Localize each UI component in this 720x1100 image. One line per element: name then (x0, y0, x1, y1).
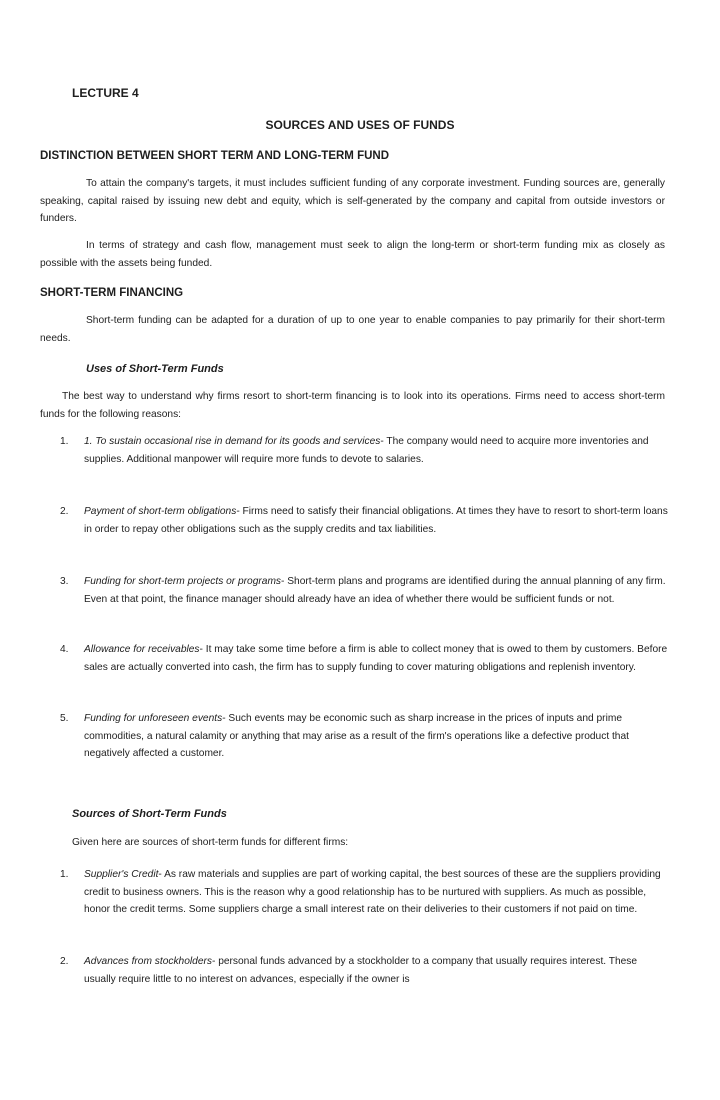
list-item-text: - personal funds advanced by a stockholder to a company that usually requires interest. These usually require little to no interest on advances, especially if the owner is (84, 956, 638, 985)
paragraph-distinction-2: In terms of strategy and cash flow, management must seek to align the long-term or short-term funding mix as closely as possible with the assets being funded. (40, 240, 665, 269)
list-item (60, 641, 670, 676)
list-item-label: Funding for unforeseen events (84, 713, 223, 724)
list-item-label: Advances from stockholders (84, 956, 212, 967)
list-item-number: 2. (60, 506, 69, 517)
list-item-text: - As raw materials and supplies are part of working capital, the best sources of these are the suppliers providing credit to business owners. This is the reason why a good relationship has to be nurtured with suppliers. As much as possible, honor the credit terms. Some suppliers charge a small interest rate on their deliveries to their customers if not paid on time. (84, 869, 661, 915)
section-heading-short-term-financing: SHORT-TERM FINANCING (40, 287, 184, 299)
list-item (60, 710, 670, 763)
list-item (60, 433, 670, 468)
list-item-number: 5. (60, 713, 69, 724)
list-item-number: 2. (60, 956, 69, 967)
list-item-text: - Short-term plans and programs are identified during the annual planning of any firm. Even at that point, the finance manager should already have an idea of whether there would be sufficient funds or not. (84, 576, 666, 605)
list-item-text: - The company would need to acquire more inventories and supplies. Additional manpower will require more funds to devote to salaries. (84, 436, 649, 465)
subheading-uses: Uses of Short-Term Funds (86, 363, 224, 375)
list-item-label: Supplier's Credit (84, 869, 159, 880)
list-item-label: Funding for short-term projects or programs (84, 576, 282, 587)
list-item-number: 3. (60, 576, 69, 587)
section-heading-distinction: DISTINCTION BETWEEN SHORT TERM AND LONG-TERM FUND (40, 150, 390, 162)
list-item-text: - Firms need to satisfy their financial obligations. At times they have to resort to short-term loans in order to repay other obligations such as the supply credits and tax liabilities. (84, 506, 668, 535)
paragraph-uses-intro: The best way to understand why firms resort to short-term financing is to look into its operations. Firms need to access short-term funds for the following reasons: (40, 391, 665, 420)
list-item-text: - It may take some time before a firm is able to collect money that is owed to them by customers. Before sales are actually converted into cash, the firm has to supply funding to cover maturing obligations and replenish inventory. (84, 644, 668, 673)
list-item (60, 573, 670, 608)
paragraph-sources-intro: Given here are sources of short-term funds for different firms: (72, 837, 349, 848)
list-item-label: Allowance for receivables (84, 644, 200, 655)
list-item-number: 4. (60, 644, 69, 655)
list-item-text: - Such events may be economic such as sharp increase in the prices of inputs and prime commodities, a natural calamity or anything that may arise as a result of the firm's operations like a defective product that negatively affected a customer. (84, 713, 629, 759)
list-item (60, 503, 670, 538)
list-item (60, 953, 670, 988)
page-title: SOURCES AND USES OF FUNDS (265, 118, 455, 132)
paragraph-distinction-1: To attain the company's targets, it must includes sufficient funding of any corporate investment. Funding sources are, generally speaking, capital raised by issuing new debt and equity, which is self-generated by the company and capital from outside investors or funders. (40, 178, 665, 224)
list-item-number: 1. (60, 436, 69, 447)
list-item-number: 1. (60, 869, 69, 880)
paragraph-short-term-financing: Short-term funding can be adapted for a duration of up to one year to enable companies to pay primarily for their short-term needs. (40, 315, 665, 344)
subheading-sources: Sources of Short-Term Funds (72, 808, 227, 820)
list-item-label: 1. To sustain occasional rise in demand for its goods and services (84, 436, 381, 447)
list-item-label: Payment of short-term obligations (84, 506, 237, 517)
lecture-label: LECTURE 4 (72, 86, 139, 100)
list-item (60, 866, 670, 919)
